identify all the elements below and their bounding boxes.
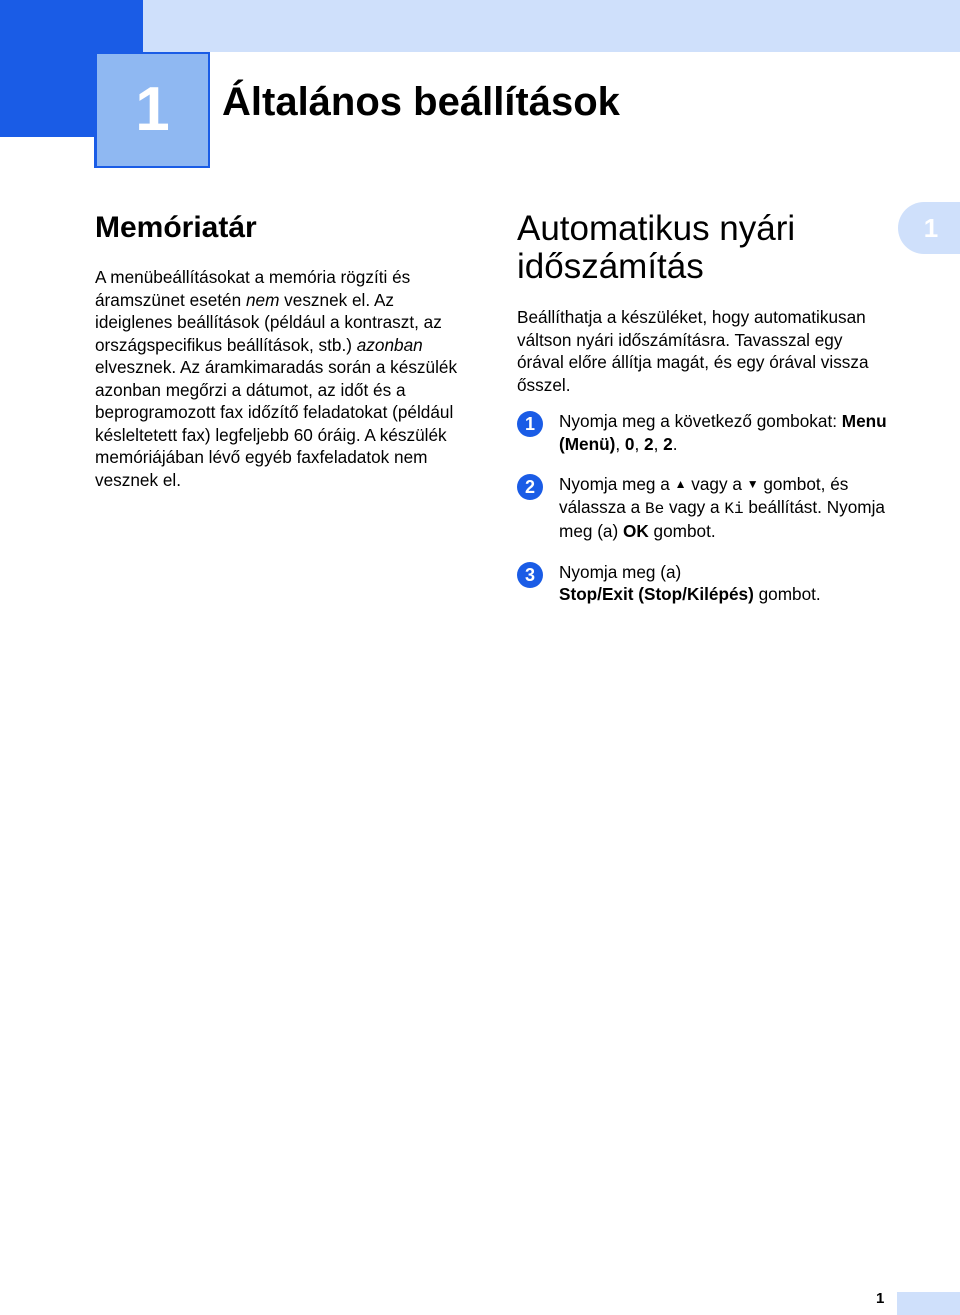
key-2-second: 2 [663,433,673,454]
key-menu: Menu (Menü) [559,411,887,454]
down-arrow-icon: ▼ [746,477,759,491]
memory-paragraph: A menübeállításokat a memória rögzíti és áramszünet esetén nem vesznek el. Az ideiglenes beállítások (például a kontraszt, az országspecifikus beállítások, stb.) azonban elvesznek. Az áramkimaradás során a készülék azonban megőrzi a dátumot, az időt és a beprogramozott fax időzítő feladatokat (például késleltetett fax) legfeljebb 60 óráig. A készülék memóriájában lévő egyéb faxfeladatok nem vesznek el. [95,267,458,490]
emphasis-nem: nem [245,289,280,310]
option-be: Be [644,499,665,518]
option-ki: Ki [724,499,744,518]
dst-section [517,210,887,624]
memory-section [95,210,475,491]
step-item-1: 1 Nyomja meg a következő gombokat: Menu (Menü), 0, 2, 2. [517,410,887,455]
dst-intro: Beállíthatja a készüléket, hogy automatikusan váltson nyári időszámításra. Tavasszal egy órával előre állítja magát, és egy órával vissza ősszel. [517,307,869,395]
step-list [517,410,887,606]
step-item-2: 2 Nyomja meg a ▲ vagy a ▼ gombot, és válassza a Be vagy a Ki beállítást. Nyomja meg (a) OK gombot. [517,473,887,543]
step-item-3: 3 Nyomja meg (a) Stop/Exit (Stop/Kilépés) gombot. [517,561,887,606]
step-number-badge: 1 [517,411,543,437]
chapter-number: 1 [94,52,210,168]
footer-band [897,1292,960,1315]
key-ok: OK [623,521,649,541]
header-band-light [143,0,960,52]
memory-heading: Memóriatár [95,211,257,244]
key-2: 2 [644,433,654,454]
step-number-badge: 2 [517,474,543,500]
step-number-badge: 3 [517,562,543,588]
up-arrow-icon: ▲ [674,477,687,491]
key-0: 0 [624,433,635,454]
chapter-side-tab: 1 [898,202,960,254]
emphasis-azonban: azonban [356,334,423,355]
key-stop-exit: Stop/Exit (Stop/Kilépés) [559,584,754,604]
page-number: 1 [876,1290,885,1307]
chapter-title: Általános beállítások [222,80,620,124]
dst-heading: Automatikus nyári időszámítás [517,209,796,286]
